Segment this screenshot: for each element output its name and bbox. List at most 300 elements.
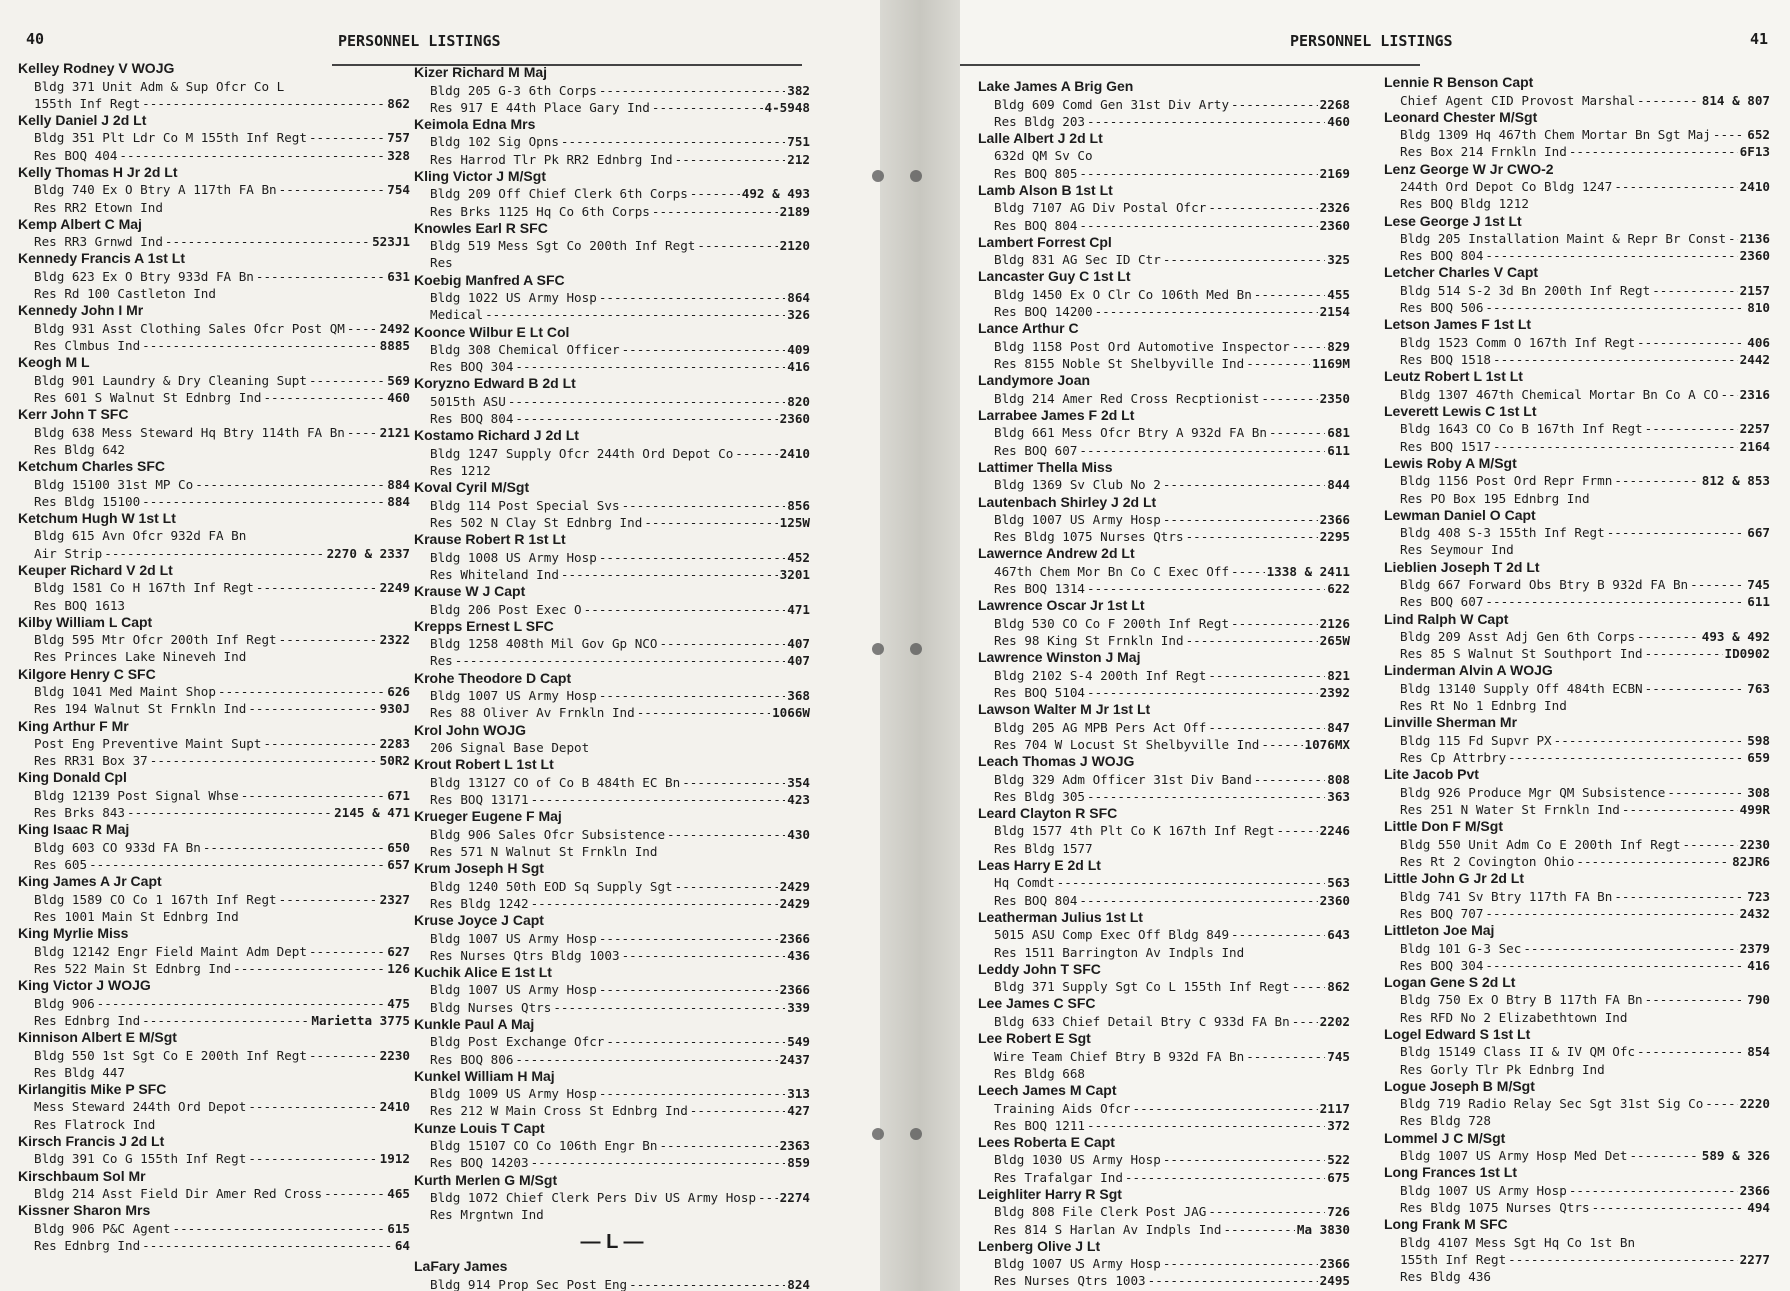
location-text: Res Rt No 1 Ednbrg Ind <box>1400 698 1567 714</box>
personnel-entry <box>1384 766 1770 818</box>
phone-number: 862 <box>387 95 410 111</box>
dot-leader <box>324 1185 385 1202</box>
entry-detail-line <box>34 1012 410 1029</box>
person-name: King Isaac R Maj <box>18 821 130 838</box>
entry-detail-line <box>994 1151 1350 1168</box>
dot-leader <box>531 791 786 808</box>
personnel-entry <box>1384 403 1770 455</box>
dot-leader <box>1292 338 1326 355</box>
entry-detail-line <box>430 151 810 168</box>
location-text: Bldg 906 Sales Ofcr Subsistence <box>430 826 666 842</box>
location-text: Bldg 408 S-3 155th Inf Regt <box>1400 525 1605 541</box>
person-name: Littleton Joe Maj <box>1384 922 1495 938</box>
entry-detail-line <box>34 683 410 700</box>
person-name: Kelley Rodney V WOJG <box>18 60 175 76</box>
entry-detail-line <box>34 372 410 389</box>
entry-detail-line <box>1400 680 1770 697</box>
phone-number: 622 <box>1327 581 1350 597</box>
person-name: Logan Gene S 2d Lt <box>1384 973 1516 990</box>
location-text: Res BOQ 1314 <box>994 581 1085 597</box>
location-text: 632d QM Sv Co <box>994 148 1093 164</box>
location-text: Res Nurses Qtrs 1003 <box>994 1273 1146 1289</box>
location-text: 155th Inf Regt <box>1400 1251 1507 1267</box>
entry-detail-line <box>1400 749 1770 766</box>
entry-detail-line <box>34 476 410 493</box>
personnel-entry <box>18 250 410 302</box>
location-text: Res Bldg 1577 <box>994 840 1093 856</box>
location-text: Res Bldg 447 <box>34 1064 125 1080</box>
location-text: Res BOQ 14200 <box>994 304 1093 320</box>
entry-detail-line <box>1400 991 1770 1008</box>
dot-leader <box>1163 1255 1318 1272</box>
location-text: Bldg Post Exchange Ofcr <box>430 1034 605 1050</box>
dot-leader <box>1087 684 1318 701</box>
entry-detail-line <box>994 147 1350 164</box>
personnel-entry <box>414 272 810 324</box>
entry-detail-line <box>994 476 1350 493</box>
entry-detail-line <box>1400 334 1770 351</box>
phone-number: 2442 <box>1739 352 1770 368</box>
location-text: Res BOQ 607 <box>994 442 1078 458</box>
person-name: Leatherman Julius 1st Lt <box>978 908 1143 925</box>
entry-detail-line <box>430 133 810 150</box>
dot-leader <box>1607 524 1746 541</box>
book-gutter <box>880 0 960 1291</box>
entry-detail-line <box>1400 576 1770 593</box>
dot-leader <box>218 683 385 700</box>
entry-detail-line <box>994 1272 1350 1289</box>
phone-number: 2202 <box>1319 1013 1350 1029</box>
phone-number: 212 <box>787 151 810 167</box>
location-text: Res 8155 Noble St Shelbyville Ind <box>994 356 1245 372</box>
phone-number: 2410 <box>379 1099 410 1115</box>
person-name: Lenz George W Jr CWO-2 <box>1384 160 1554 177</box>
personnel-entry <box>18 977 410 1029</box>
dot-leader <box>1713 126 1745 143</box>
phone-number: 2268 <box>1319 96 1350 112</box>
personnel-entry <box>978 407 1350 459</box>
entry-detail-line <box>430 185 810 202</box>
location-text: Bldg 550 Unit Adm Co E 200th Inf Regt <box>1400 836 1681 852</box>
phone-number: 2322 <box>379 632 410 648</box>
location-text: Res <box>430 255 453 271</box>
entry-detail-line <box>430 1189 810 1206</box>
phone-number: 2246 <box>1319 823 1350 839</box>
personnel-entry <box>18 666 410 718</box>
dot-leader <box>1705 1095 1737 1112</box>
dot-leader <box>599 289 785 306</box>
entry-detail-line <box>34 631 410 648</box>
location-text: Bldg 750 Ex O Btry B 117th FA Bn <box>1400 992 1643 1008</box>
dot-leader <box>629 1276 785 1291</box>
personnel-entry <box>1384 109 1770 161</box>
location-text: Bldg 1156 Post Ord Repr Frmn <box>1400 473 1613 489</box>
entry-detail-line <box>1400 524 1770 541</box>
personnel-entry <box>414 583 810 618</box>
entry-detail-line <box>34 908 410 925</box>
person-name: Krol John WOJG <box>414 721 526 738</box>
personnel-entry <box>18 769 410 821</box>
phone-number: 675 <box>1327 1169 1350 1185</box>
entry-detail-line <box>430 601 810 618</box>
location-text: Res BOQ 14203 <box>430 1155 529 1171</box>
dot-leader <box>1645 991 1746 1008</box>
location-text: Bldg 667 Forward Obs Btry B 932d FA Bn <box>1400 577 1689 593</box>
entry-detail-line <box>1400 628 1770 645</box>
person-name: Ketchum Hugh W 1st Lt <box>18 509 176 526</box>
entry-detail-line <box>1400 541 1770 558</box>
listing-column <box>978 78 1350 1290</box>
entry-detail-line <box>994 390 1350 407</box>
entry-detail-line <box>1400 836 1770 853</box>
personnel-entry <box>978 805 1350 857</box>
page-title: PERSONNEL LISTINGS <box>1290 32 1453 50</box>
personnel-entry <box>1384 368 1770 403</box>
person-name: Kuchik Alice E 1st Lt <box>414 963 552 980</box>
entry-detail-line <box>994 892 1350 909</box>
personnel-entry <box>18 1202 410 1254</box>
location-text: Res BOQ 707 <box>1400 905 1484 921</box>
entry-detail-line <box>1400 732 1770 749</box>
location-text: Bldg 209 Asst Adj Gen 6th Corps <box>1400 629 1636 645</box>
phone-number: 8885 <box>379 338 410 354</box>
phone-number: 2126 <box>1319 615 1350 631</box>
location-text: Res Bldg 1075 Nurses Qtrs <box>994 529 1184 545</box>
entry-detail-line <box>1400 126 1770 143</box>
entry-detail-line <box>430 393 810 410</box>
phone-number: 2117 <box>1319 1100 1350 1116</box>
personnel-entry <box>414 64 810 116</box>
location-text: 467th Chem Mor Bn Co C Exec Off <box>994 563 1230 579</box>
phone-number: 859 <box>787 1155 810 1171</box>
location-text: Bldg 1041 Med Maint Shop <box>34 684 216 700</box>
entry-detail-line <box>994 632 1350 649</box>
phone-number: 2145 & 471 <box>334 805 410 821</box>
dot-leader <box>1614 888 1745 905</box>
location-text: Bldg 740 Ex O Btry A 117th FA Bn <box>34 182 277 198</box>
personnel-entry <box>18 925 410 977</box>
dot-leader <box>1079 892 1317 909</box>
phone-number: 499R <box>1739 801 1770 817</box>
entry-detail-line <box>34 233 410 250</box>
dot-leader <box>1125 1169 1325 1186</box>
location-text: Bldg 308 Chemical Officer <box>430 342 620 358</box>
personnel-entry <box>18 458 410 510</box>
entry-detail-line <box>1400 645 1770 662</box>
dot-leader <box>1493 351 1738 368</box>
location-text: Res 1001 Main St Ednbrg Ind <box>34 909 239 924</box>
entry-detail-line <box>430 1154 810 1171</box>
binding-hole <box>910 170 922 182</box>
location-text: Res BOQ 804 <box>994 217 1078 233</box>
entry-detail-line <box>430 635 810 652</box>
entry-detail-line <box>34 285 410 302</box>
entry-detail-line <box>1400 1234 1770 1251</box>
dot-leader <box>248 1150 377 1167</box>
location-text: Bldg 1307 467th Chemical Mortar Bn Co A CO <box>1400 386 1719 402</box>
person-name: Kunkel William H Maj <box>414 1067 555 1084</box>
phone-number: 854 <box>1747 1044 1770 1060</box>
entry-detail-line <box>1400 438 1770 455</box>
dot-leader <box>248 700 377 717</box>
person-name: Long Frank M SFC <box>1384 1216 1508 1233</box>
personnel-entry <box>414 531 810 583</box>
personnel-entry <box>1384 662 1770 714</box>
entry-detail-line <box>994 1117 1350 1134</box>
person-name: Leddy John T SFC <box>978 960 1101 977</box>
entry-detail-line <box>34 891 410 908</box>
person-name: Lees Roberta E Capt <box>978 1133 1115 1150</box>
location-text: Bldg 1072 Chief Clerk Pers Div US Army Hosp <box>430 1190 757 1206</box>
phone-number: 465 <box>387 1186 410 1202</box>
entry-detail-line <box>994 580 1350 597</box>
personnel-entry <box>1384 1216 1770 1285</box>
phone-number: 82JR6 <box>1732 853 1770 869</box>
location-text: Bldg 1007 US Army Hosp <box>1400 1182 1567 1198</box>
dot-leader <box>1485 593 1745 610</box>
location-text: Res Bldg 1075 Nurses Qtrs <box>1400 1200 1590 1216</box>
personnel-entry <box>1384 316 1770 368</box>
entry-detail-line <box>994 736 1350 753</box>
dot-leader <box>1079 217 1317 234</box>
phone-number: 326 <box>787 307 810 323</box>
dot-leader <box>279 181 386 198</box>
entry-detail-line <box>1400 801 1770 818</box>
entry-detail-line <box>430 774 810 791</box>
location-text: Res 704 W Locust St Shelbyville Ind <box>994 736 1260 752</box>
entry-detail-line <box>430 1206 810 1223</box>
dot-leader <box>637 704 770 721</box>
location-text: Res 251 N Water St Frnkln Ind <box>1400 801 1620 817</box>
location-text: Bldg 391 Co G 155th Inf Regt <box>34 1151 247 1167</box>
phone-number: 2437 <box>779 1051 810 1067</box>
phone-number: 812 & 853 <box>1701 473 1770 489</box>
phone-number: 814 & 807 <box>1701 92 1770 108</box>
person-name: Kinnison Albert E M/Sgt <box>18 1029 177 1046</box>
dot-leader <box>279 891 378 908</box>
phone-number: 726 <box>1327 1204 1350 1220</box>
entry-detail-line <box>1400 888 1770 905</box>
phone-number: 2121 <box>379 424 410 440</box>
phone-number: 2274 <box>779 1190 810 1206</box>
phone-number: 2277 <box>1739 1251 1770 1267</box>
phone-number: 2283 <box>379 736 410 752</box>
entry-detail-line <box>994 1013 1350 1030</box>
entry-detail-line <box>994 563 1350 580</box>
phone-number: 2366 <box>779 930 810 946</box>
location-text: Air Strip <box>34 545 103 561</box>
personnel-entry <box>414 1068 810 1120</box>
personnel-entry <box>414 860 810 912</box>
person-name: Lawrence Oscar Jr 1st Lt <box>978 597 1145 614</box>
location-text: Bldg 114 Post Special Svs <box>430 497 620 513</box>
dot-leader <box>1208 667 1325 684</box>
location-text: Res 571 N Walnut St Frnkln Ind <box>430 843 658 859</box>
location-text: Bldg 638 Mess Steward Hq Btry 114th FA Bn <box>34 424 345 440</box>
entry-detail-line <box>994 1065 1350 1082</box>
entry-detail-line <box>994 1048 1350 1065</box>
location-text: Bldg 741 Sv Btry 117th FA Bn <box>1400 888 1613 904</box>
location-text: Res BOQ 5104 <box>994 684 1085 700</box>
entry-detail-line <box>1400 143 1770 160</box>
location-text: Res BOQ 806 <box>430 1051 514 1067</box>
person-name: Krause Robert R 1st Lt <box>414 531 566 548</box>
location-text: Res BOQ 1518 <box>1400 352 1491 368</box>
entry-detail-line <box>430 358 810 375</box>
phone-number: 64 <box>394 1237 410 1253</box>
entry-detail-line <box>994 528 1350 545</box>
person-name: Little Don F M/Sgt <box>1384 818 1503 835</box>
phone-number: 363 <box>1327 788 1350 804</box>
entry-detail-line <box>994 874 1350 891</box>
location-text: Res Princes Lake Nineveh Ind <box>34 649 247 665</box>
entry-detail-line <box>34 1064 410 1081</box>
entry-detail-line <box>994 113 1350 130</box>
entry-detail-line <box>34 129 410 146</box>
location-text: Res 917 E 44th Place Gary Ind <box>430 99 650 115</box>
entry-detail-line <box>430 99 810 116</box>
entry-detail-line <box>994 217 1350 234</box>
dot-leader <box>455 652 786 669</box>
dot-leader <box>89 856 385 873</box>
phone-number: 460 <box>1327 113 1350 129</box>
location-text: Bldg 1008 US Army Hosp <box>430 549 597 565</box>
dot-leader <box>1592 1199 1746 1216</box>
location-text: Res BOQ 304 <box>1400 957 1484 973</box>
dot-leader <box>241 787 386 804</box>
entry-detail-line <box>1400 1112 1770 1129</box>
dot-leader <box>1186 528 1318 545</box>
location-text: Post Eng Preventive Maint Supt <box>34 736 262 752</box>
dot-leader <box>561 133 785 150</box>
location-text: Bldg 514 S-2 3d Bn 200th Inf Regt <box>1400 282 1651 298</box>
entry-detail-line <box>430 895 810 912</box>
phone-number: 328 <box>387 147 410 163</box>
entry-detail-line <box>430 739 810 756</box>
phone-number: 2136 <box>1739 231 1770 247</box>
dot-leader <box>606 1033 785 1050</box>
location-text: Bldg 205 AG MPB Pers Act Off <box>994 719 1207 735</box>
person-name: Long Frances 1st Lt <box>1384 1164 1518 1181</box>
person-name: Lake James A Brig Gen <box>978 78 1134 94</box>
dot-leader <box>531 1154 786 1171</box>
dot-leader <box>599 687 785 704</box>
phone-number: 2164 <box>1739 438 1770 454</box>
personnel-entry <box>1384 507 1770 559</box>
entry-detail-line <box>1400 940 1770 957</box>
phone-number: 2429 <box>779 878 810 894</box>
personnel-entry <box>18 614 410 666</box>
dot-leader <box>119 147 385 164</box>
personnel-entry <box>414 375 810 427</box>
location-text: Res Bldg 668 <box>994 1065 1085 1081</box>
location-text: Res BOQ 506 <box>1400 300 1484 316</box>
entry-detail-line <box>430 1033 810 1050</box>
location-text: Bldg 15107 CO Co 106th Engr Bn <box>430 1138 658 1154</box>
binding-hole <box>872 1128 884 1140</box>
phone-number: 265W <box>1319 633 1350 649</box>
dot-leader <box>1148 1272 1318 1289</box>
dot-leader <box>263 735 377 752</box>
entry-detail-line <box>430 1102 810 1119</box>
dot-leader <box>1231 926 1325 943</box>
phone-number: 339 <box>787 999 810 1015</box>
entry-detail-line <box>34 943 410 960</box>
location-text: Bldg 371 Unit Adm & Sup Ofcr Co L <box>34 78 285 94</box>
entry-detail-line <box>34 147 410 164</box>
entry-detail-line <box>430 497 810 514</box>
entry-detail-line <box>994 788 1350 805</box>
personnel-entry <box>978 995 1350 1030</box>
dot-leader <box>1292 978 1326 995</box>
person-name: Leverett Lewis C 1st Lt <box>1384 402 1537 419</box>
person-name: Linville Sherman Mr <box>1384 714 1518 731</box>
location-text: Bldg 15100 31st MP Co <box>34 476 194 492</box>
location-text: Bldg 1247 Supply Ofcr 244th Ord Depot Co <box>430 445 734 461</box>
dot-leader <box>1057 874 1326 891</box>
personnel-entry <box>1384 714 1770 766</box>
phone-number: 631 <box>387 268 410 284</box>
dot-leader <box>1163 251 1325 268</box>
phone-number: 884 <box>387 476 410 492</box>
person-name: Kunze Louis T Capt <box>414 1119 545 1136</box>
entry-detail-line <box>994 822 1350 839</box>
entry-detail-line <box>34 199 410 216</box>
person-name: Knowles Earl R SFC <box>414 219 548 236</box>
location-text: Bldg 101 G-3 Sec <box>1400 940 1522 956</box>
dot-leader <box>256 268 385 285</box>
personnel-entry <box>978 78 1350 130</box>
location-text: Bldg 102 Sig Opns <box>430 134 559 150</box>
person-name: Lewman Daniel O Capt <box>1384 506 1536 523</box>
location-text: Res Ednbrg Ind <box>34 1237 141 1253</box>
entry-detail-line <box>1400 230 1770 247</box>
entry-detail-line <box>34 78 410 95</box>
person-name: LaFary James <box>414 1258 508 1275</box>
person-name: Lamb Alson B 1st Lt <box>978 181 1113 198</box>
location-text: Bldg 595 Mtr Ofcr 200th Inf Regt <box>34 632 277 648</box>
entry-detail-line <box>994 978 1350 995</box>
location-text: Res RFD No 2 Elizabethtown Ind <box>1400 1009 1628 1025</box>
location-text: Bldg 1007 US Army Hosp <box>430 982 597 998</box>
phone-number: 2432 <box>1739 905 1770 921</box>
dot-leader <box>1508 1251 1738 1268</box>
phone-number: 2410 <box>779 445 810 461</box>
phone-number: 2326 <box>1319 200 1350 216</box>
dot-leader <box>599 82 785 99</box>
dot-leader <box>1163 476 1325 493</box>
location-text: Res 1212 <box>430 463 491 479</box>
location-text: Bldg 615 Avn Ofcr 932d FA Bn <box>34 528 247 544</box>
location-text: Bldg 1030 US Army Hosp <box>994 1152 1161 1168</box>
personnel-entry <box>18 821 410 873</box>
personnel-entry <box>978 649 1350 701</box>
dot-leader <box>142 337 378 354</box>
dot-leader <box>1087 113 1325 130</box>
phone-number: 427 <box>787 1103 810 1119</box>
dot-leader <box>1079 165 1317 182</box>
entry-detail-line <box>430 981 810 998</box>
entry-detail-line <box>994 615 1350 632</box>
person-name: Leighliter Harry R Sgt <box>978 1185 1122 1202</box>
person-name: Kennedy Francis A 1st Lt <box>18 250 186 267</box>
phone-number: 650 <box>387 839 410 855</box>
location-text: Bldg 13127 CO of Co B 484th EC Bn <box>430 774 681 790</box>
entry-detail-line <box>34 545 410 562</box>
entry-detail-line <box>994 424 1350 441</box>
location-text: Chief Agent CID Provost Marshal <box>1400 92 1636 108</box>
person-name: Kerr John T SFC <box>18 406 129 423</box>
